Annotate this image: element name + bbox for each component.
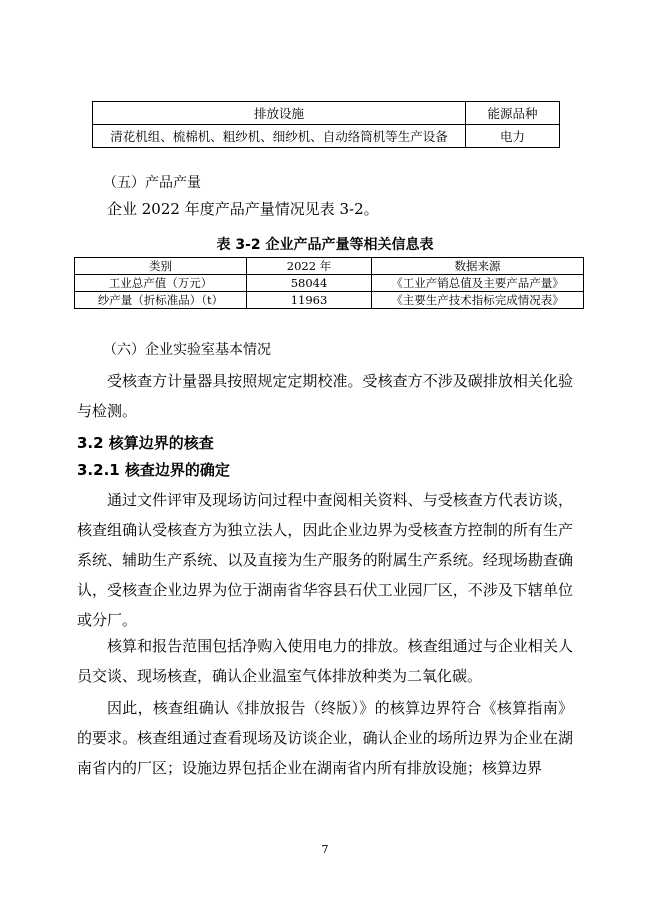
table-cell: 工业总产值（万元） [75, 275, 247, 292]
table-cell: 11963 [247, 292, 372, 309]
table-header-cell: 数据来源 [372, 258, 584, 275]
table-cell: 电力 [466, 125, 560, 148]
table-row [75, 275, 584, 292]
section-5-text: 企业 2022 年度产品产量情况见表 3-2。 [107, 200, 379, 218]
paragraph-boundary-confirmation: 通过文件评审及现场访问过程中查阅相关资料、与受核查方代表访谈，核查组确认受核查方为独立法人，因此企业边界为受核查方控制的所有生产系统、辅助生产系统、以及直接为生产服务的附属生产系统。经现场勘查确认，受核查企业边界为位于湖南省华容县石伏工业园厂区，不涉及下辖单位或分厂。 [77, 491, 573, 629]
product-table [74, 257, 584, 309]
equipment-table [92, 101, 560, 148]
section-6-text: 受核查方计量器具按照规定定期校准。受核查方不涉及碳排放相关化验与检测。 [77, 372, 573, 420]
table-header-cell: 2022 年 [247, 258, 372, 275]
table-cell: 58044 [247, 275, 372, 292]
table-header-cell: 类别 [75, 258, 247, 275]
table-cell: 纱产量（折标准品）（t） [75, 292, 247, 309]
page-number: 7 [321, 843, 329, 856]
table-caption: 表 3-2 企业产品产量等相关信息表 [216, 237, 434, 253]
paragraph-conclusion: 因此，核查组确认《排放报告（终版）》的核算边界符合《核算指南》的要求。核查组通过查看现场及访谈企业，确认企业的场所边界为企业在湖南省内的厂区；设施边界包括企业在湖南省内所有排放设施；核算边界 [77, 699, 573, 777]
section-6-title: （六）企业实验室基本情况 [103, 342, 271, 358]
table-cell: 《工业产销总值及主要产品产量》 [372, 275, 584, 292]
table-row [93, 125, 560, 148]
table-cell: 《主要生产技术指标完成情况表》 [372, 292, 584, 309]
table-header-cell: 排放设施 [93, 102, 466, 125]
table-cell: 清花机组、梳棉机、粗纱机、细纱机、自动络筒机等生产设备 [93, 125, 466, 148]
table-header-cell: 能源品种 [466, 102, 560, 125]
heading-3-2: 3.2 核算边界的核查 [77, 434, 214, 452]
table-header-row [93, 102, 560, 125]
paragraph-reporting-scope: 核算和报告范围包括净购入使用电力的排放。核查组通过与企业相关人员交谈、现场核查，确认企业温室气体排放种类为二氧化碳。 [77, 637, 573, 685]
table-header-row [75, 258, 584, 275]
heading-3-2-1: 3.2.1 核查边界的确定 [77, 461, 230, 479]
section-5-title: （五）产品产量 [103, 175, 201, 191]
table-row [75, 292, 584, 309]
